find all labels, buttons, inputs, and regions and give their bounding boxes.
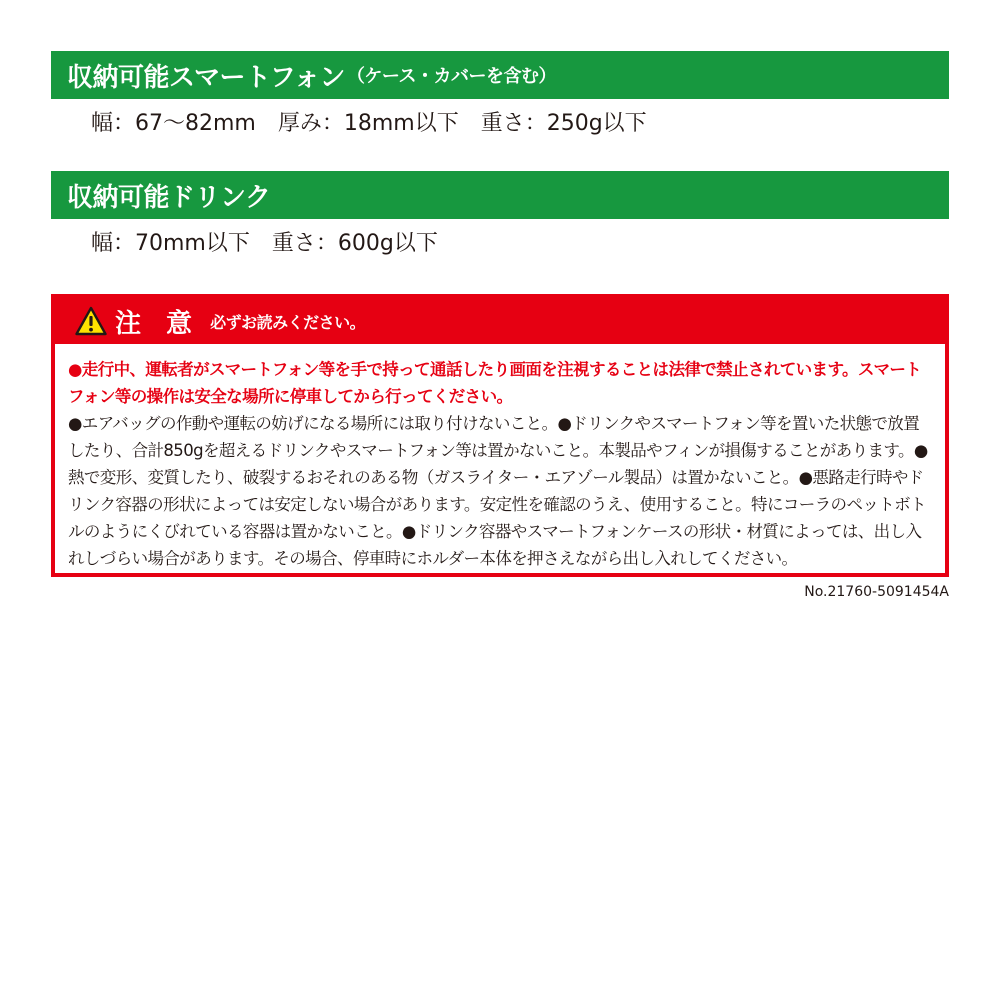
caution-instructions: ●エアバッグの作動や運転の妨げになる場所には取り付けないこと。●ドリンクやスマートフォン等を置いた状態で放置したり、合計850gを超えるドリンクやスマートフォン等は置かないこと。本製品やフィンが損傷することがあります。●熱で変形、変質したり、破裂するおそれのある物（ガスライター・エアゾール製品）は置かないこと。●悪路走行時やドリンク容器の形状によっては安定しない場合があります。安定性を確認のうえ、使用すること。特にコーラのペットボトルのようにくびれている容器は置かないこと。●ドリンク容器やスマートフォンケースの形状・材質によっては、出し入れしづらい場合があります。その場合、停車時にホルダー本体を押さえながら出し入れしてください。 [68,414,928,568]
warning-triangle-icon [75,306,107,336]
caution-box [51,294,949,577]
drink-weight: 重さ：600g以下 [271,231,438,256]
caution-red-warning: ●走行中、運転者がスマートフォン等を手で持って通話したり画面を注視することは法律で禁止されています。スマートフォン等の操作は安全な場所に停車してから行ってください。 [68,360,922,406]
document-number: No.21760-5091454A [804,584,949,600]
smartphone-section-header [51,51,949,99]
smartphone-section-note: （ケース・カバーを含む） [346,66,557,87]
caution-body [68,356,934,572]
drink-section-header [51,171,949,219]
drink-width: 幅：70mm以下 [91,231,250,256]
drink-specs [91,231,438,257]
smartphone-thickness: 厚み：18mm以下 [277,111,459,136]
drink-section-title: 収納可能ドリンク [67,182,271,213]
caution-header [55,298,945,344]
caution-title: 注 意 [115,308,201,339]
smartphone-specs [91,111,647,137]
smartphone-width: 幅：67〜82mm [91,111,256,136]
smartphone-weight: 重さ：250g以下 [480,111,647,136]
caution-subtitle: 必ずお読みください。 [210,312,366,332]
smartphone-section-title: 収納可能スマートフォン [67,62,345,93]
